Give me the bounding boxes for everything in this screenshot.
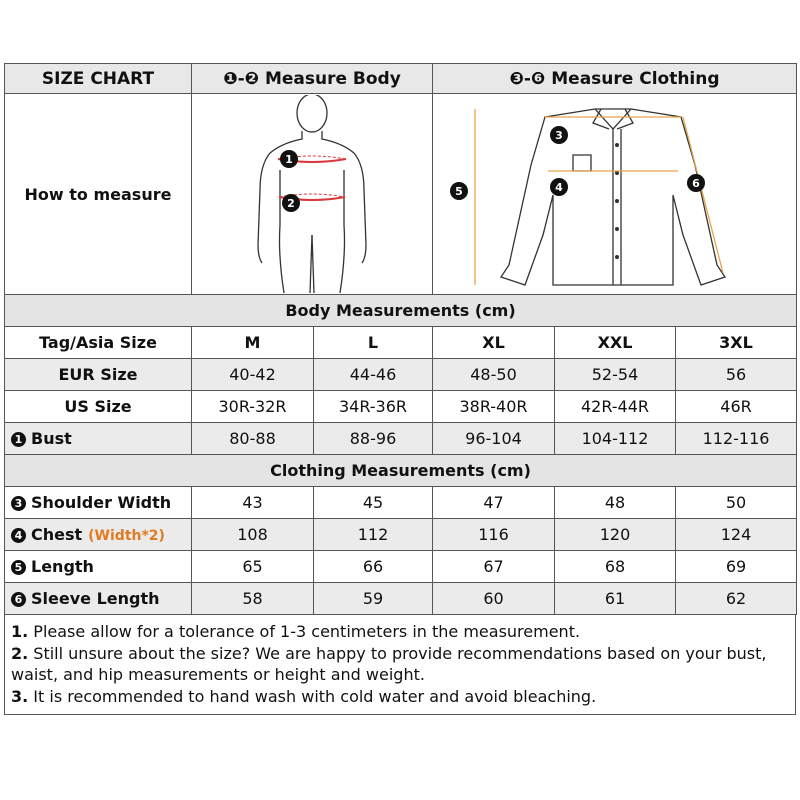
- table-cell: 48-50: [433, 359, 555, 391]
- marker-6: [687, 174, 705, 192]
- body-figure-cell: [192, 94, 433, 295]
- length-number-icon: 5: [11, 560, 26, 575]
- length-row: [5, 551, 797, 583]
- table-cell: 46R: [676, 391, 797, 423]
- measure-body-prefix: ❶-❷: [223, 68, 260, 89]
- table-cell: 43: [192, 487, 314, 519]
- table-cell: 88-96: [314, 423, 433, 455]
- shoulder-label: Shoulder Width: [31, 493, 172, 512]
- clothing-section-title: Clothing Measurements (cm): [5, 455, 797, 487]
- table-cell: 56: [676, 359, 797, 391]
- tag-size-label: Tag/Asia Size: [5, 327, 192, 359]
- note-item: [11, 621, 789, 643]
- shoulder-number-icon: 3: [11, 496, 26, 511]
- how-to-measure-label: How to measure: [5, 94, 192, 295]
- size-chart-table: [4, 63, 797, 615]
- table-cell: 42R-44R: [555, 391, 676, 423]
- table-cell: 124: [676, 519, 797, 551]
- size-header: M: [192, 327, 314, 359]
- bust-number-icon: 1: [11, 432, 26, 447]
- note-number: 1.: [11, 622, 29, 641]
- table-cell: 112-116: [676, 423, 797, 455]
- note-text: It is recommended to hand wash with cold water and avoid bleaching.: [28, 686, 597, 706]
- chest-row: [5, 519, 797, 551]
- chest-note: (Width*2): [88, 528, 165, 544]
- note-text: Please allow for a tolerance of 1-3 centimeters in the measurement.: [28, 622, 581, 641]
- sleeve-label: Sleeve Length: [31, 589, 160, 608]
- measure-body-header: [192, 64, 433, 94]
- tag-size-row: [5, 327, 797, 359]
- marker-3-text: 3: [555, 129, 563, 142]
- marker-3: [550, 126, 568, 144]
- table-cell: 38R-40R: [433, 391, 555, 423]
- marker-4-text: 4: [555, 181, 563, 194]
- marker-6-text: 6: [692, 177, 700, 190]
- bust-row: [5, 423, 797, 455]
- sleeve-row: [5, 583, 797, 615]
- sleeve-number-icon: 6: [11, 592, 26, 607]
- marker-4: [550, 178, 568, 196]
- table-cell: 80-88: [192, 423, 314, 455]
- measure-clothing-label: Measure Clothing: [551, 68, 720, 89]
- note-number: 3.: [11, 686, 29, 706]
- table-cell: 48: [555, 487, 676, 519]
- us-size-label: US Size: [5, 391, 192, 423]
- table-cell: 45: [314, 487, 433, 519]
- table-cell: 40-42: [192, 359, 314, 391]
- bust-label-cell: [5, 423, 192, 455]
- table-cell: 108: [192, 519, 314, 551]
- clothing-section-row: [5, 455, 797, 487]
- size-chart-title: SIZE CHART: [5, 64, 192, 94]
- notes-box: [4, 615, 796, 715]
- marker-5: [450, 182, 468, 200]
- table-cell: 68: [555, 551, 676, 583]
- table-cell: 59: [314, 583, 433, 615]
- shoulder-label-cell: [5, 487, 192, 519]
- figure-row: [5, 94, 797, 295]
- length-label-cell: [5, 551, 192, 583]
- marker-2: [282, 194, 300, 212]
- table-cell: 62: [676, 583, 797, 615]
- measure-clothing-header: [433, 64, 797, 94]
- body-section-title: Body Measurements (cm): [5, 295, 797, 327]
- measure-body-label: Measure Body: [264, 68, 401, 89]
- chest-number-icon: 4: [11, 528, 26, 543]
- chest-label: Chest: [31, 525, 83, 544]
- size-chart-sheet: [4, 63, 796, 715]
- note-item: [11, 686, 789, 708]
- chest-label-cell: [5, 519, 192, 551]
- table-cell: 120: [555, 519, 676, 551]
- table-cell: 44-46: [314, 359, 433, 391]
- body-figure-illustration: [192, 95, 432, 293]
- table-cell: 52-54: [555, 359, 676, 391]
- marker-1: [280, 150, 298, 168]
- table-cell: 65: [192, 551, 314, 583]
- table-cell: 116: [433, 519, 555, 551]
- table-cell: 96-104: [433, 423, 555, 455]
- header-row: [5, 64, 797, 94]
- note-number: 2.: [11, 643, 29, 663]
- table-cell: 30R-32R: [192, 391, 314, 423]
- marker-2-text: 2: [287, 197, 295, 210]
- size-header: L: [314, 327, 433, 359]
- size-header: 3XL: [676, 327, 797, 359]
- length-label: Length: [31, 557, 94, 576]
- table-cell: 47: [433, 487, 555, 519]
- size-header: XXL: [555, 327, 676, 359]
- bust-label: Bust: [31, 429, 72, 448]
- us-size-row: [5, 391, 797, 423]
- eur-size-label: EUR Size: [5, 359, 192, 391]
- table-cell: 104-112: [555, 423, 676, 455]
- table-cell: 69: [676, 551, 797, 583]
- note-item: [11, 643, 789, 686]
- table-cell: 112: [314, 519, 433, 551]
- sleeve-label-cell: [5, 583, 192, 615]
- shirt-figure-cell: [433, 94, 797, 295]
- shirt-figure-illustration: [433, 95, 793, 293]
- table-cell: 58: [192, 583, 314, 615]
- shoulder-row: [5, 487, 797, 519]
- table-cell: 61: [555, 583, 676, 615]
- body-section-row: [5, 295, 797, 327]
- marker-5-text: 5: [455, 185, 463, 198]
- table-cell: 60: [433, 583, 555, 615]
- eur-size-row: [5, 359, 797, 391]
- size-header: XL: [433, 327, 555, 359]
- table-cell: 50: [676, 487, 797, 519]
- table-cell: 66: [314, 551, 433, 583]
- table-cell: 67: [433, 551, 555, 583]
- note-text: Still unsure about the size? We are happy to provide recommendations based on your bust, waist, and hip measurements or height and weight.: [11, 643, 767, 684]
- measure-clothing-prefix: ❸-❻: [509, 68, 546, 89]
- marker-1-text: 1: [285, 153, 293, 166]
- table-cell: 34R-36R: [314, 391, 433, 423]
